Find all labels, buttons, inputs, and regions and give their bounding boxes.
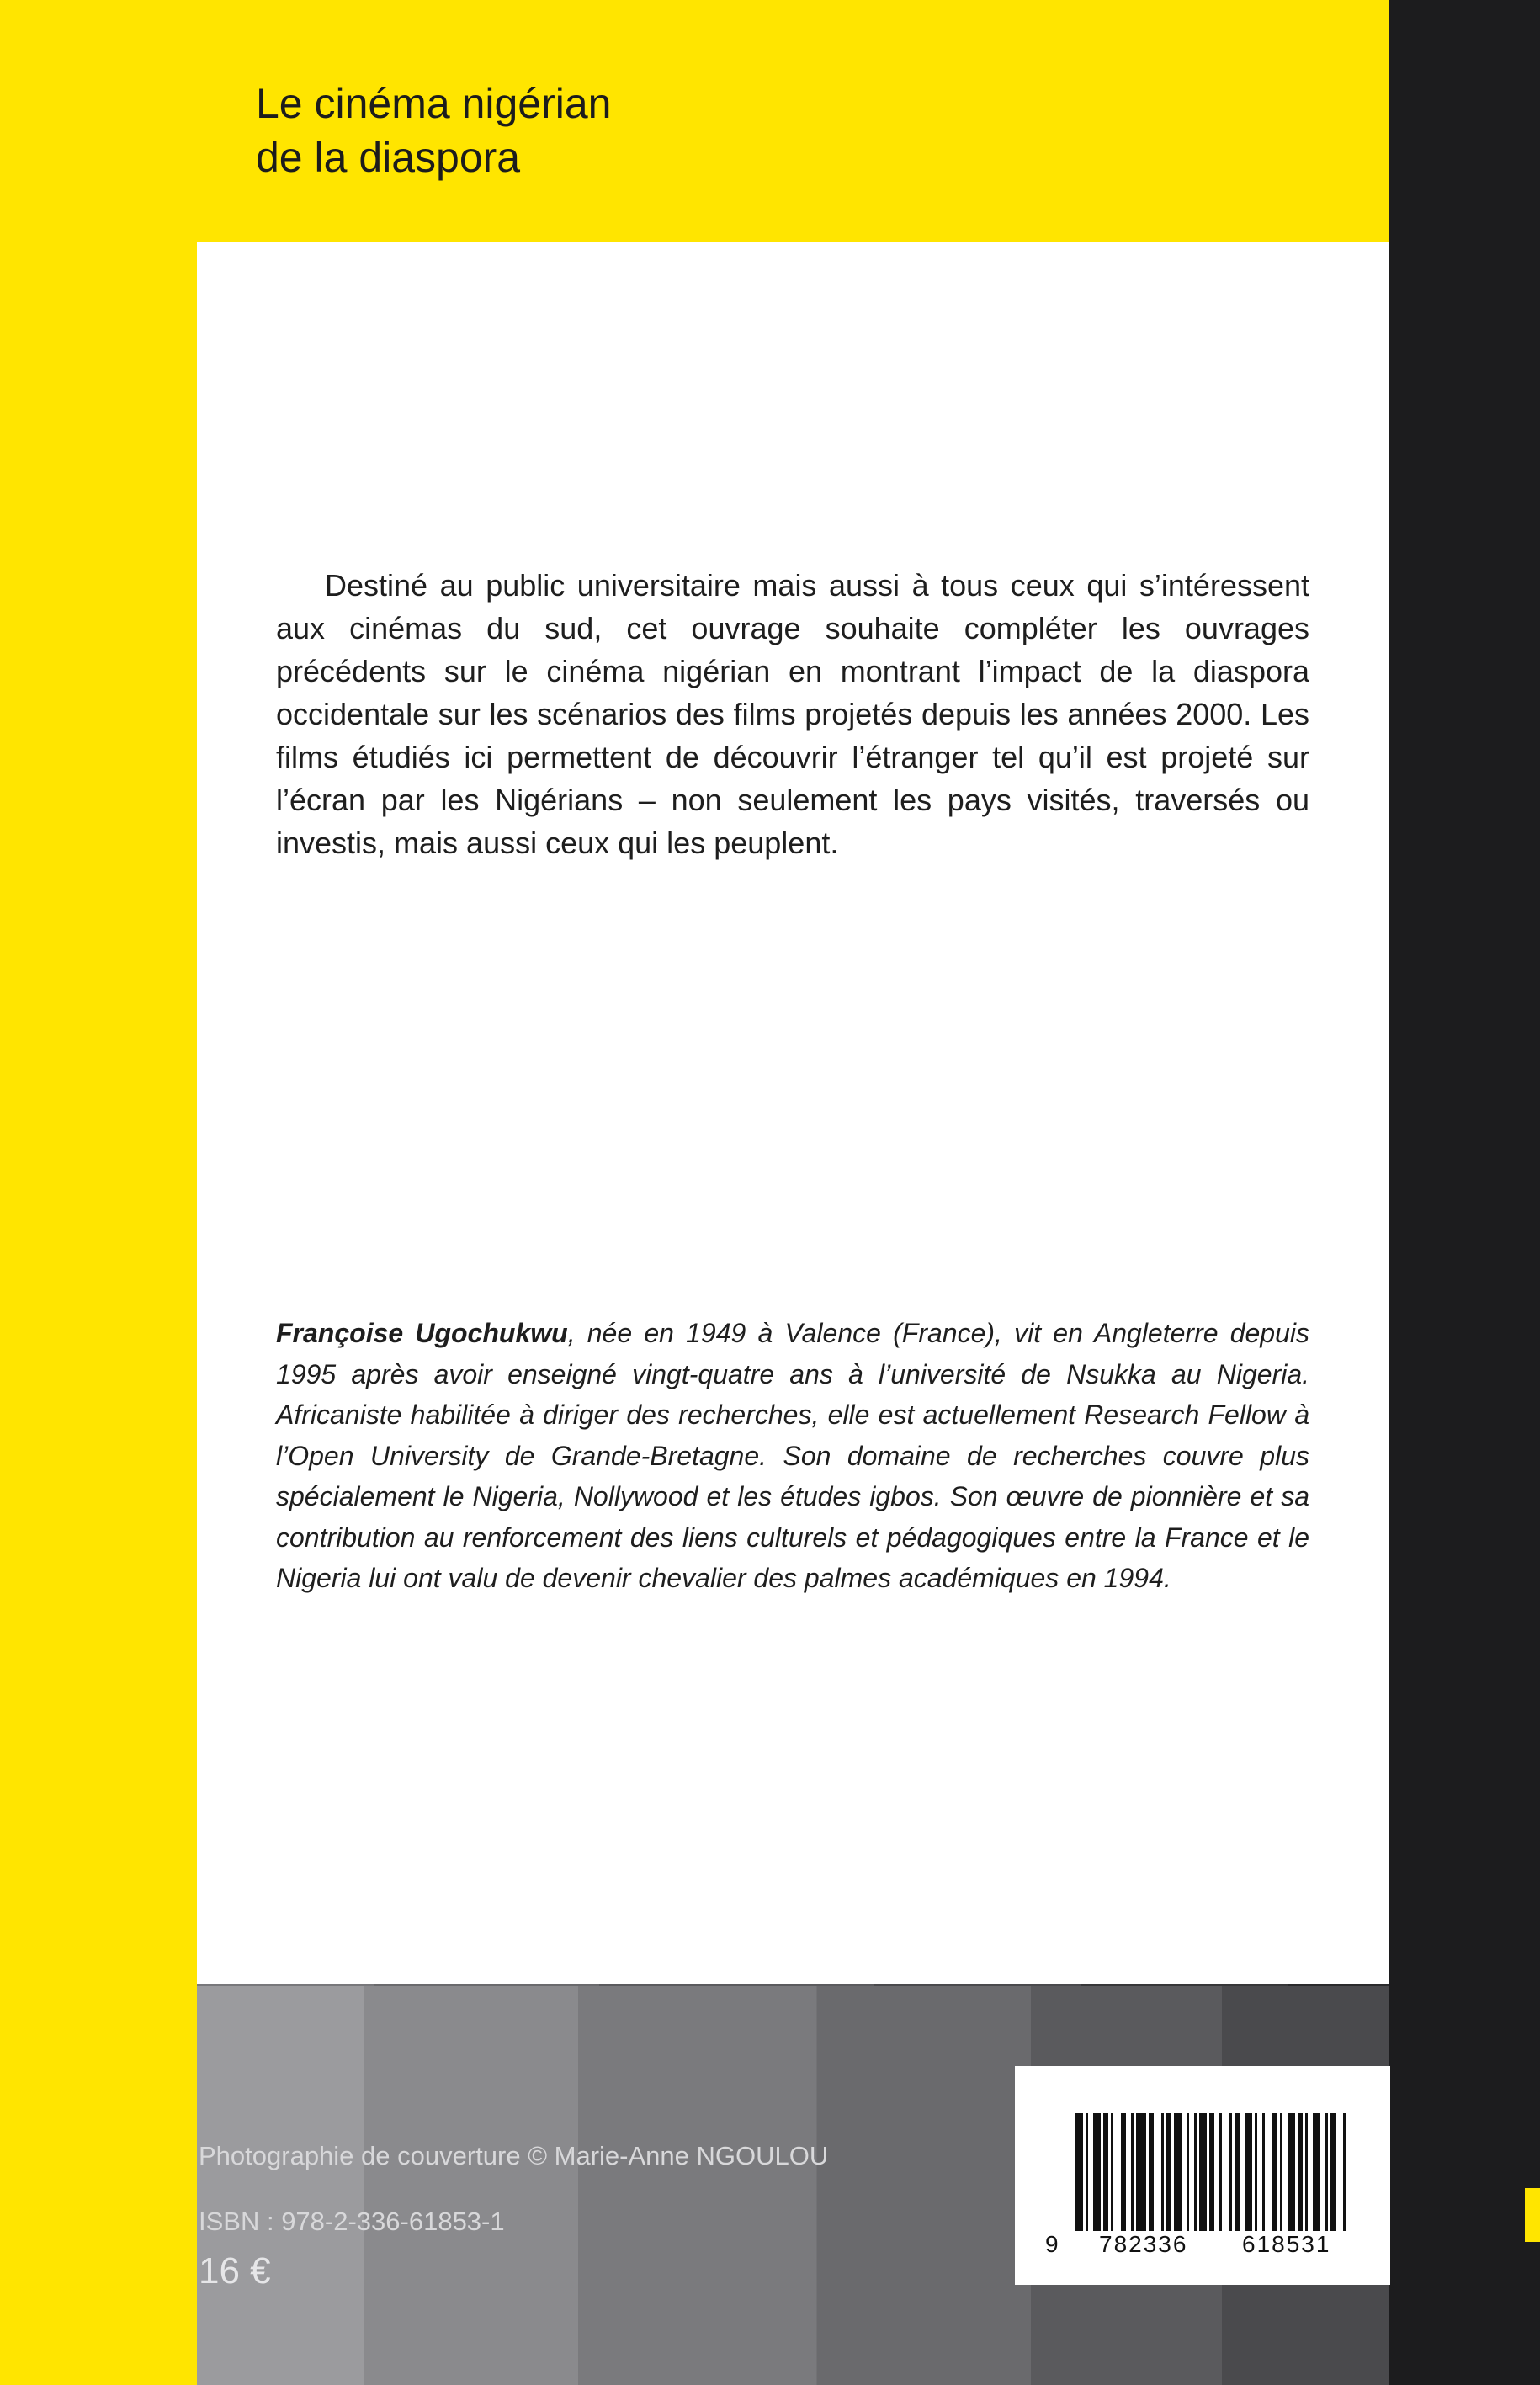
barcode-bar — [1229, 2113, 1232, 2231]
barcode-bar — [1121, 2113, 1126, 2231]
barcode-bar — [1235, 2113, 1240, 2231]
content-card — [197, 242, 1389, 1984]
barcode-bar — [1298, 2113, 1303, 2231]
barcode-digit-first: 9 — [1045, 2231, 1059, 2257]
barcode-bar — [1343, 2113, 1346, 2231]
barcode-bar — [1111, 2113, 1113, 2231]
book-summary — [276, 564, 1309, 864]
barcode-bars — [1015, 2066, 1390, 2234]
barcode-bar — [1136, 2113, 1146, 2231]
grey-stripe — [1389, 0, 1540, 2385]
barcode-bar — [1174, 2113, 1182, 2231]
isbn: ISBN : 978-2-336-61853-1 — [199, 2207, 505, 2236]
barcode-bar — [1161, 2113, 1164, 2231]
barcode-digits — [1045, 2231, 1382, 2258]
edge-mark — [1525, 2188, 1540, 2242]
barcode — [1015, 2066, 1390, 2285]
barcode-bar — [1325, 2113, 1328, 2231]
barcode-bar — [1280, 2113, 1282, 2231]
author-bio — [276, 1313, 1309, 1599]
title-band — [197, 0, 1389, 242]
barcode-bar — [1209, 2113, 1214, 2231]
barcode-group-right: 618531 — [1242, 2231, 1331, 2257]
barcode-bar — [1131, 2113, 1134, 2231]
barcode-bar — [1272, 2113, 1277, 2231]
author-name: Françoise Ugochukwu — [276, 1318, 568, 1348]
book-title-line-2: de la diaspora — [256, 134, 521, 181]
price: 16 € — [199, 2250, 271, 2292]
barcode-bar — [1093, 2113, 1101, 2231]
barcode-bar — [1086, 2113, 1088, 2231]
barcode-bar — [1305, 2113, 1308, 2231]
barcode-group-left: 782336 — [1099, 2231, 1188, 2257]
author-bio-text: , née en 1949 à Valence (France), vit en Angleterre depuis 1995 après avoir enseigné vingt-quatre ans à l’université de Nsukka au Nigeria. Africaniste habilitée à diriger des recherches, elle est actuellement Research Fellow à l’Open University de Grande-Bretagne. Son domaine de recherches couvre plus spécialement le Nigeria, Nollywood et les études igbos. Son œuvre de pionnière et sa contribution au renforcement des liens culturels et pédagogiques entre la France et le Nigeria lui ont valu de devenir chevalier des palmes académiques en 1994. — [276, 1318, 1310, 1593]
barcode-bar — [1199, 2113, 1207, 2231]
barcode-bar — [1288, 2113, 1295, 2231]
barcode-bar — [1313, 2113, 1320, 2231]
left-yellow-band — [0, 0, 197, 2385]
barcode-bar — [1166, 2113, 1171, 2231]
barcode-bar — [1219, 2113, 1222, 2231]
barcode-bar — [1187, 2113, 1189, 2231]
barcode-bar — [1330, 2113, 1336, 2231]
photo-credit: Photographie de couverture © Marie-Anne NGOULOU — [199, 2141, 829, 2170]
barcode-bar — [1149, 2113, 1154, 2231]
summary-paragraph: Destiné au public universitaire mais aussi à tous ceux qui s’intéressent aux cinémas du sud, cet ouvrage souhaite compléter les ouvrages précédents sur le cinéma nigérian en montrant l’impact de la diaspora occidentale sur les scénarios des films projetés depuis les années 2000. Les films étudiés ici permettent de découvrir l’étranger tel qu’il est projeté sur l’écran par les Nigérians – non seulement les pays visités, traversés ou investis, mais aussi ceux qui les peuplent. — [276, 568, 1309, 860]
barcode-bar — [1255, 2113, 1257, 2231]
barcode-bar — [1103, 2113, 1108, 2231]
barcode-bar — [1194, 2113, 1197, 2231]
barcode-bar — [1245, 2113, 1252, 2231]
barcode-bar — [1075, 2113, 1083, 2231]
book-title-line-1: Le cinéma nigérian — [256, 80, 612, 127]
barcode-bar — [1262, 2113, 1265, 2231]
